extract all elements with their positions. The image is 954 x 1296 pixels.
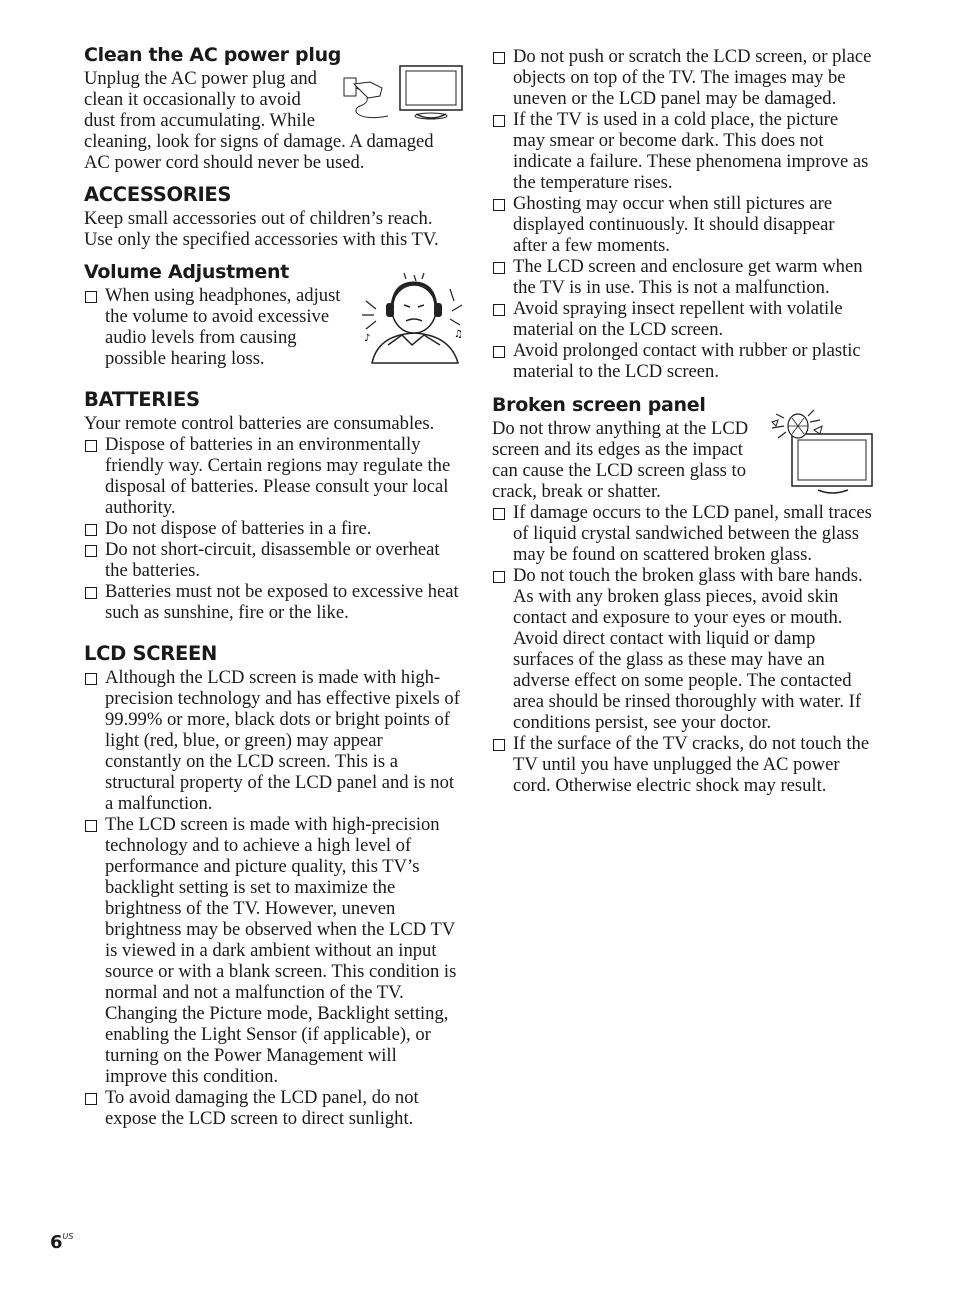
section-clean-plug: [84, 42, 462, 173]
heading-broken-screen: Broken screen panel: [492, 394, 706, 416]
broken-screen-list: [492, 502, 872, 796]
broken-screen-body: Do not throw anything at the LCD screen and its edges as the impact can cause the LCD screen glass to crack, break or shatter.: [492, 418, 749, 502]
left-column: [84, 42, 462, 1138]
heading-clean-plug: Clean the AC power plug: [84, 44, 342, 66]
list-item: The LCD screen and enclosure get warm when the TV is in use. This is not a malfunction.: [492, 256, 872, 298]
batteries-list: [84, 434, 462, 623]
list-item: The LCD screen is made with high-precision technology and to achieve a high level of performance and picture quality, this TV’s backlight setting is set to maximize the brightness of the TV. However, uneven brightness may be observed when the LCD TV is viewed in a dark ambient without an input source or with a blank screen. This condition is normal and not a malfunction of the TV. Changing the Picture mode, Backlight setting, enabling the Light Sensor (if applicable), or turning on the Power Management will improve this condition.: [84, 814, 462, 1087]
section-lcd-continued: [492, 46, 872, 382]
heading-batteries: BATTERIES: [84, 388, 200, 411]
section-broken-screen: [492, 392, 872, 796]
tv-plug-illustration: [338, 62, 466, 126]
page-number-value: 6: [50, 1232, 63, 1253]
right-column: [492, 42, 872, 805]
heading-volume: Volume Adjustment: [84, 261, 289, 283]
list-item: Do not push or scratch the LCD screen, or place objects on top of the TV. The images may be uneven or the LCD panel may be damaged.: [492, 46, 872, 109]
list-item: If the surface of the TV cracks, do not touch the TV until you have unplugged the AC power cord. Otherwise electric shock may result.: [492, 733, 872, 796]
list-item: When using headphones, adjust the volume to avoid excessive audio levels from causing possible hearing loss.: [84, 285, 462, 369]
heading-lcd-screen: LCD SCREEN: [84, 642, 218, 665]
svg-text:♫: ♫: [454, 329, 463, 340]
accessories-body: Keep small accessories out of children’s reach. Use only the specified accessories with this TV.: [84, 208, 439, 250]
list-item: Do not short-circuit, disassemble or overheat the batteries.: [84, 539, 462, 581]
list-item: Avoid prolonged contact with rubber or plastic material to the LCD screen.: [492, 340, 872, 382]
heading-accessories: ACCESSORIES: [84, 183, 232, 206]
list-item: To avoid damaging the LCD panel, do not expose the LCD screen to direct sunlight.: [84, 1087, 462, 1129]
volume-list: [84, 285, 462, 369]
list-item: Do not touch the broken glass with bare hands. As with any broken glass pieces, avoid skin contact and exposure to your eyes or mouth. Avoid direct contact with liquid or damp surfaces of the glass as these may have an adverse effect on some people. The contacted area should be rinsed thoroughly with water. If conditions persist, see your doctor.: [492, 565, 872, 733]
section-volume: [84, 259, 462, 369]
svg-text:♪: ♪: [364, 333, 371, 344]
list-item: Dispose of batteries in an environmentally friendly way. Certain regions may regulate the disposal of batteries. Please consult your local authority.: [84, 434, 462, 518]
list-item: Avoid spraying insect repellent with volatile material on the LCD screen.: [492, 298, 872, 340]
lcd-continued-list: [492, 46, 872, 382]
section-lcd-screen: [84, 641, 462, 1129]
page-number: [50, 1232, 73, 1253]
list-item: Although the LCD screen is made with high-precision technology and has effective pixels of 99.99% or more, black dots or bright points of light (red, blue, or green) may appear constantly on the LCD screen. This is a structural property of the LCD panel and is not a malfunction.: [84, 667, 462, 814]
section-accessories: [84, 182, 462, 250]
page-number-suffix: US: [62, 1232, 74, 1241]
section-batteries: [84, 387, 462, 623]
list-item: If damage occurs to the LCD panel, small traces of liquid crystal sandwiched between the glass may be found on scattered broken glass.: [492, 502, 872, 565]
list-item: If the TV is used in a cold place, the picture may smear or become dark. This does not indicate a failure. These phenomena improve as the temperature rises.: [492, 109, 872, 193]
lcd-list: [84, 667, 462, 1129]
clean-plug-body: Unplug the AC power plug and clean it occasionally to avoid dust from accumulating. While cleaning, look for signs of damage. A damaged AC power cord should never be used.: [84, 68, 434, 173]
list-item: Batteries must not be exposed to excessive heat such as sunshine, fire or the like.: [84, 581, 462, 623]
list-item: Ghosting may occur when still pictures are displayed continuously. It should disappear after a few moments.: [492, 193, 872, 256]
batteries-intro: Your remote control batteries are consumables.: [84, 413, 435, 434]
broken-tv-illustration: [770, 406, 876, 496]
list-item: Do not dispose of batteries in a fire.: [84, 518, 462, 539]
